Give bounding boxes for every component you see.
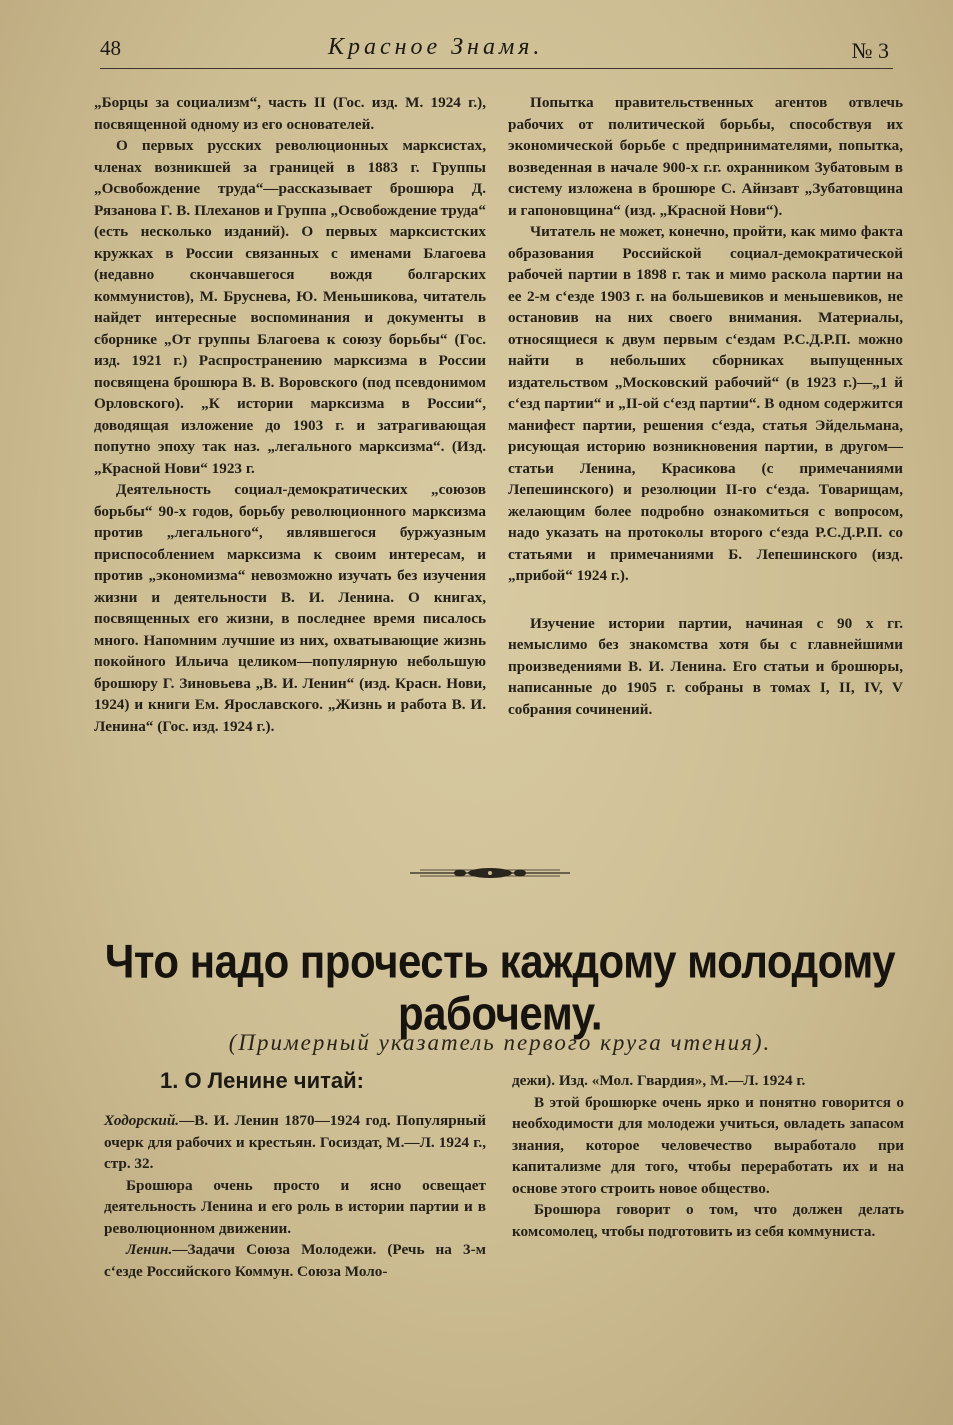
article-heading-line-1: Что надо прочесть каждому молодому — [104, 935, 896, 988]
page-header — [100, 28, 893, 69]
paragraph: Читатель не может, конечно, пройти, как мимо факта образования Российской социал-демократической рабочей партии в 1898 г. так и мимо раскола партии на ее 2-м с‘езде 1903 г. на большевиков и меньшевиков, не остановив на них своего внимания. Материалы, относящиеся к двум первым с‘ездам Р.С.Д.Р.П. можно найти в небольших сборниках выпущенных издательством „Московский рабочий“ (в 1923 г.)—„1 й с‘езд партии“ и „II-ой с‘езд партии“. В одном содержится манифест партии, решения с‘езда, статья Эйдельмана, рисующая историю возникновения партии, в другом—статьи Ленина, Красикова (с примечаниями Лепешинского) и резолюции II-го с‘езда. Товарищам, желающим более подробно ознакомиться с вопросом, надо указать на протоколы второго с‘езда Р.С.Д.Р.П. со статьями и примечаниями Б. Лепешинского (изд. „прибой“ 1924 г.). — [508, 223, 903, 584]
article-subtitle: (Примерный указатель первого круга чтения). — [228, 1030, 772, 1055]
book-description: Брошюра очень просто и ясно освещает деятельность Ленина и его роль в истории партии и в революционном движении. — [104, 1176, 486, 1237]
article-heading-line-2: рабочему. — [397, 987, 603, 1040]
author-name: Ленин. — [126, 1241, 173, 1258]
book-title: —В. И. Ленин 1870—1924 год. Популярный очерк для рабочих и крестьян. Госиздат, М.—Л. 1924 г., стр. 32. — [104, 1112, 486, 1172]
list-item — [104, 1110, 486, 1175]
list-item — [104, 1239, 486, 1282]
book-title: —Задачи Союза Молодежи. (Речь на 3-м с‘езде Российского Коммун. Союза Моло- — [104, 1241, 486, 1280]
right-column-top — [508, 92, 903, 720]
issue-number: № 3 — [851, 38, 889, 63]
masthead: Красное Знамя. — [328, 34, 544, 60]
page-number: 48 — [100, 36, 121, 60]
paragraph: Изучение истории партии, начиная с 90 х гг. немыслимо без знакомства хотя бы с главнейшими произведениями В. И. Ленина. Его статьи и брошюры, написанные до 1905 г. собраны в томах I, II, IV, V собрания сочинений. — [508, 614, 903, 718]
author-name: Ходорский. — [104, 1112, 180, 1129]
book-description: В этой брошюрке очень ярко и понятно говорится о необходимости для молодежи учиться, овладеть запасом знания, которое человечество выработало при капитализме для того, чтобы переработать их и на основе этого строить новое общество. — [512, 1093, 904, 1197]
ornament-divider — [410, 862, 570, 884]
left-column-bottom — [104, 1110, 486, 1282]
right-column-bottom — [512, 1070, 904, 1242]
paragraph: Деятельность социал-демократических „союзов борьбы“ 90-х годов, борьбу революционного марксизма против „легального“, являвшегося буржуазным приспособлением марксизма к своим интересам, и против „экономизма“ невозможно изучать без изучения жизни и деятельности В. И. Ленина. О книгах, посвященных его жизни, в последнее время писалось много. Напомним лучшие из них, охватывающие жизнь покойного Ильича целиком—популярную небольшую брошюру Г. Зиновьева „В. И. Ленин“ (изд. Красн. Нови, 1924) и книги Ем. Ярославского. „Жизнь и работа В. И. Ленина“ (Гос. изд. 1924 г.). — [94, 481, 486, 735]
book-description: Брошюра говорит о том, что должен делать комсомолец, чтобы подготовить из себя коммуниста. — [512, 1201, 904, 1240]
paragraph: Попытка правительственных агентов отвлечь рабочих от политической борьбы, способствуя их экономической борьбе с предпринимателями, попытка, возведенная в начале 900-х г.г. охранником Зубатовым в систему изложена в брошюре С. Айнзавт „Зубатовщина и гапоновщина“ (изд. „Красной Нови“). — [508, 94, 903, 219]
paragraph: „Борцы за социализм“, часть II (Гос. изд. М. 1924 г.), посвященной одному из его основателей. — [94, 94, 486, 133]
paragraph: О первых русских революционных марксистах, членах возникшей за границей в 1883 г. Группы „Освобождение труда“—рассказывает брошюра Д. Рязанова Г. В. Плеханов и Группа „Освобождение труда“ (есть несколько изданий). О первых марксистских кружках в России связанных с именами Благоева (недавно скончавшегося вождя болгарских коммунистов), М. Бруснева, Ю. Меньшикова, читатель найдет интересные воспоминания и документы в сборнике „От группы Благоева к союзу борьбы“ (Гос. изд. 1921 г.) Распространению марксизма в России посвящена брошюра В. В. Воровского (под псевдонимом Орловского). „К истории марксизма в России“, доводящая изложение до 1903 г. и затрагивающая попутно эпоху так наз. „легального марксизма“. (Изд. „Красной Нови“ 1923 г. — [94, 137, 486, 477]
book-title-continuation: дежи). Изд. «Мол. Гвардия», М.—Л. 1924 г. — [512, 1072, 806, 1089]
left-column-top — [94, 92, 486, 737]
section-title: 1. О Ленине читай: — [160, 1068, 364, 1093]
